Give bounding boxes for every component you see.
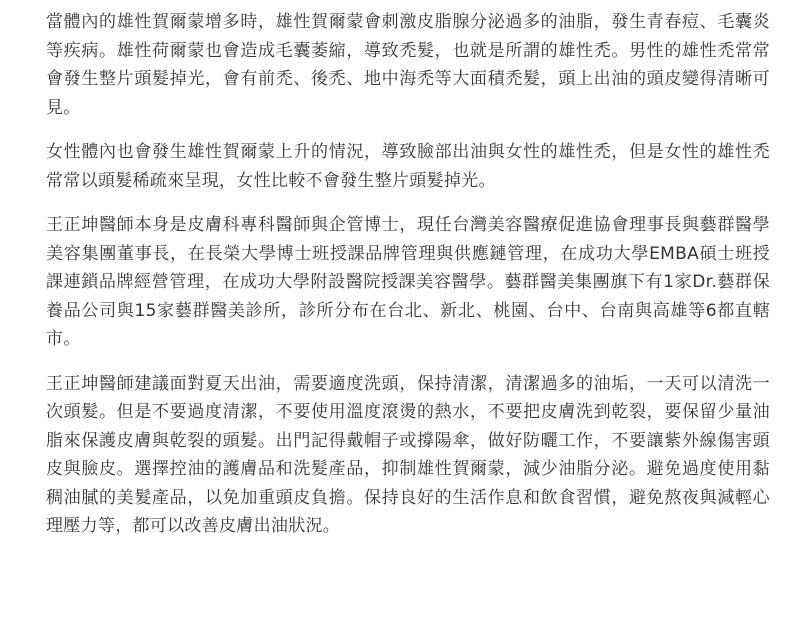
paragraph-doctor-profile: 王正坤醫師本身是皮膚科專科醫師與企管博士，現任台灣美容醫療促進協會理事長與藝群醫學美容集團董事長，在長榮大學博士班授課品牌管理與供應鏈管理，在成功大學EMBA碩士班授課連鎖品牌經營管理，在成功大學附設醫院授課美容醫學。藝群醫美集團旗下有1家Dr.藝群保養品公司與15家藝群醫美診所，診所分布在台北、新北、桃園、台中、台南與高雄等6都直轄市。: [46, 215, 770, 349]
paragraph-female-hair-loss: 女性體內也會發生雄性賀爾蒙上升的情況，導致臉部出油與女性的雄性禿，但是女性的雄性禿常常以頭髮稀疏來呈現，女性比較不會發生整片頭髮掉光。: [46, 142, 770, 191]
paragraph-androgen-effects: 當體內的雄性賀爾蒙增多時，雄性賀爾蒙會刺激皮脂腺分泌過多的油脂，發生青春痘、毛囊炎等疾病。雄性荷爾蒙也會造成毛囊萎縮，導致禿髮，也就是所謂的雄性禿。男性的雄性禿常常會發生整片頭髮掉光，會有前禿、後禿、地中海禿等大面積禿髮，頭上出油的頭皮變得清晰可見。: [46, 12, 770, 118]
paragraph-care-advice: 王正坤醫師建議面對夏天出油，需要適度洗頭，保持清潔，清潔過多的油垢，一天可以清洗一次頭髮。但是不要過度清潔，不要使用溫度滾燙的熱水，不要把皮膚洗到乾裂，要保留少量油脂來保護皮膚與乾裂的頭髮。出門記得戴帽子或撐陽傘，做好防曬工作，不要讓紫外線傷害頭皮與臉皮。選擇控油的護膚品和洗髮產品，抑制雄性賀爾蒙，減少油脂分泌。避免過度使用黏稠油膩的美髮產品，以免加重頭皮負擔。保持良好的生活作息和飲食習慣，避免熬夜與減輕心理壓力等，都可以改善皮膚出油狀況。: [46, 373, 770, 536]
